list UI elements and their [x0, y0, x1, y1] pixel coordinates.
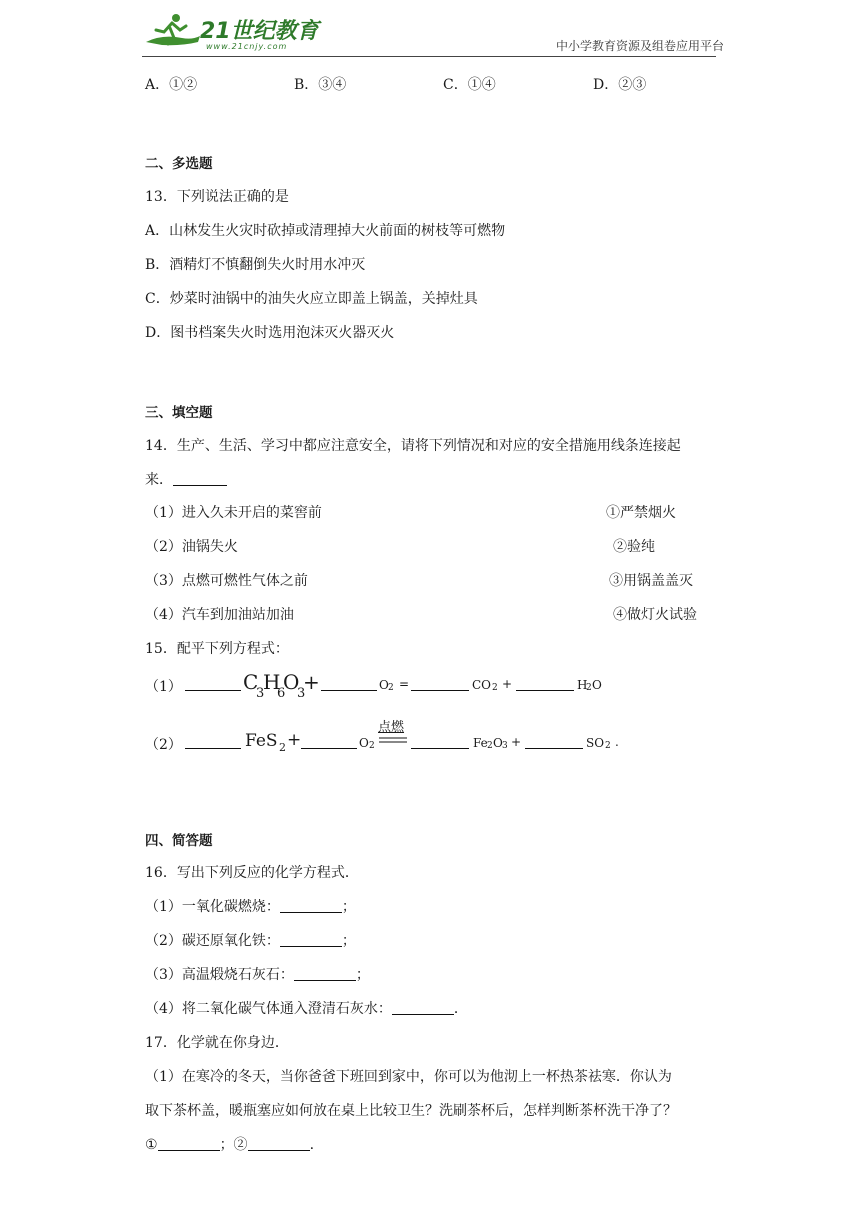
q17-stem: 17．化学就在你身边．	[145, 1035, 289, 1051]
q17-part1-cont: 取下茶杯盖，暖瓶塞应如何放在桌上比较卫生？洗刷茶杯后，怎样判断茶杯洗干净了？	[145, 1103, 677, 1119]
q16-stem: 16．写出下列反应的化学方程式．	[145, 865, 359, 881]
q14-left-item: （3）点燃可燃性气体之前	[145, 573, 308, 589]
reaction-condition: 点燃	[378, 720, 405, 735]
q14-stem: 14．生产、生活、学习中都应注意安全，请将下列情况和对应的安全措施用线条连接起	[145, 438, 681, 454]
q16-item: （1）一氧化碳燃烧： ；	[145, 899, 356, 915]
answer-blank[interactable]	[248, 1136, 310, 1151]
answer-blank[interactable]	[280, 932, 342, 947]
platform-name: 中小学教育资源及组卷应用平台	[555, 39, 724, 53]
q14-left-item: （4）汽车到加油站加油	[145, 607, 294, 623]
logo-url: www.21cnjy.com	[206, 42, 288, 51]
logo-brand: 21世纪教育	[200, 19, 319, 44]
q12-option-b: B．③④	[294, 77, 347, 93]
answer-blank[interactable]	[280, 898, 342, 913]
answer-blank[interactable]	[158, 1136, 220, 1151]
q17-part1-answers: ① ；② .	[145, 1137, 315, 1153]
equals-sign-icon	[379, 736, 407, 744]
coefficient-blank[interactable]	[411, 676, 469, 691]
q14-left-item: （1）进入久未开启的菜窖前	[145, 505, 322, 521]
q17-part1: （1）在寒冷的冬天，当你爸爸下班回到家中，你可以为他沏上一杯热茶祛寒．你认为	[145, 1069, 672, 1085]
q13-option-d: D．图书档案失火时选用泡沫灭火器灭火	[145, 325, 395, 341]
q13-option-a: A．山林发生火灾时砍掉或清理掉大火前面的树枝等可燃物	[145, 223, 506, 239]
answer-blank[interactable]	[294, 966, 356, 981]
q12-option-a: A．①②	[145, 77, 198, 93]
coefficient-blank[interactable]	[321, 676, 377, 691]
answer-blank[interactable]	[173, 471, 227, 486]
section-title-fill-blank: 三、填空题	[145, 405, 213, 421]
q16-item: （4）将二氧化碳气体通入澄清石灰水： ．	[145, 1001, 468, 1017]
site-logo	[142, 10, 322, 54]
q16-item: （2）碳还原氧化铁： ；	[145, 933, 356, 949]
section-title-short-answer: 四、简答题	[145, 833, 213, 849]
coefficient-blank[interactable]	[525, 734, 583, 749]
answer-blank[interactable]	[392, 1000, 454, 1015]
q14-stem-cont: 来．	[145, 469, 227, 489]
coefficient-blank[interactable]	[301, 734, 357, 749]
equation-2: （2） FeS 2 + O 2 点燃 Fe 2 O 3 + SO 2 .	[145, 716, 625, 756]
q15-stem: 15．配平下列方程式：	[145, 641, 289, 657]
q12-option-d: D．②③	[593, 77, 647, 93]
q12-option-c: C．①④	[443, 77, 496, 93]
q14-right-item: ④做灯火试验	[613, 607, 697, 623]
q16-item: （3）高温煅烧石灰石： ；	[145, 967, 370, 983]
q13-option-b: B．酒精灯不慎翻倒失火时用水冲灭	[145, 257, 366, 273]
q14-right-item: ①严禁烟火	[606, 505, 676, 521]
header-divider	[142, 56, 716, 57]
coefficient-blank[interactable]	[185, 734, 241, 749]
coefficient-blank[interactable]	[411, 734, 469, 749]
coefficient-blank[interactable]	[185, 676, 241, 691]
q14-left-item: （2）油锅失火	[145, 539, 238, 555]
runner-logo-icon	[142, 12, 202, 52]
q13-stem: 13．下列说法正确的是	[145, 189, 289, 205]
q14-right-item: ③用锅盖盖灭	[609, 573, 693, 589]
q13-option-c: C．炒菜时油锅中的油失火应立即盖上锅盖，关掉灶具	[145, 291, 478, 307]
section-title-multiple-choice: 二、多选题	[145, 156, 213, 172]
coefficient-blank[interactable]	[516, 676, 574, 691]
q14-right-item: ②验纯	[613, 539, 655, 555]
equation-1: （1） C 3 H 6 O 3 + O 2 = CO 2 + H 2 O	[145, 670, 602, 701]
